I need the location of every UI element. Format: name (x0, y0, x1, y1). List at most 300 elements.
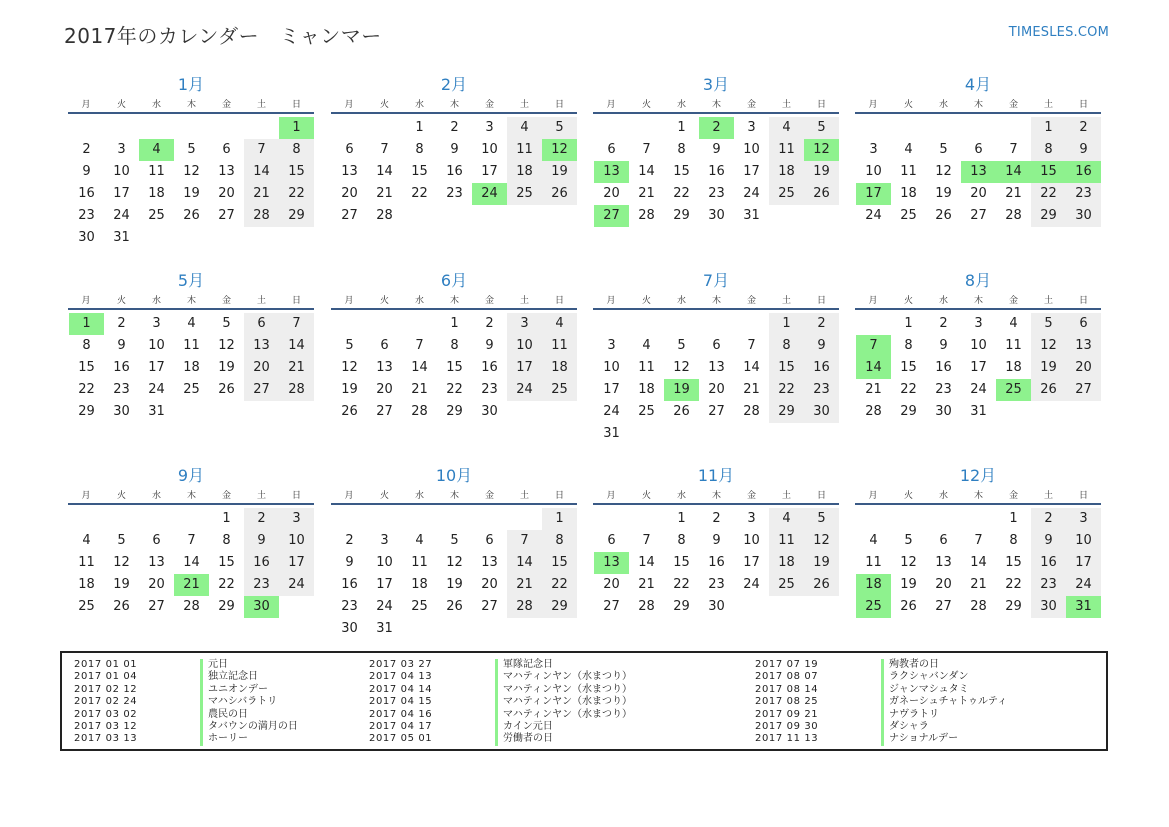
day-cell: 20 (481, 577, 498, 592)
holiday-row (74, 733, 298, 745)
day-cell: 7 (747, 338, 756, 353)
holiday-date: 2017 11 13 (755, 733, 819, 745)
weekday-label: 月 (81, 491, 91, 501)
empty-cell (856, 508, 891, 530)
holiday-date: 2017 04 15 (369, 696, 433, 708)
month-10 (331, 465, 577, 640)
day-cell: 28 (970, 599, 987, 614)
day-cell: 28 (376, 208, 393, 223)
day-cell: 12 (183, 164, 200, 179)
weekday-label: 金 (221, 100, 231, 110)
weekday-label: 月 (344, 100, 354, 110)
day-cell: 2 (117, 316, 126, 331)
day-cell: 5 (222, 316, 231, 331)
weekday-label: 火 (641, 491, 651, 501)
holiday-date: 2017 09 21 (755, 708, 819, 720)
holiday-row (369, 684, 632, 696)
empty-cell (332, 508, 367, 530)
day-cell: 3 (279, 508, 314, 530)
holiday-name: ジャンマシュタミ (881, 684, 969, 696)
day-cell: 31 (743, 208, 760, 223)
weekday-label: 土 (1043, 296, 1053, 306)
weekday-label: 水 (676, 491, 686, 501)
day-cell: 15 (673, 555, 690, 570)
empty-cell (664, 313, 699, 335)
holiday-date: 2017 07 19 (755, 659, 819, 670)
day-cell: 4 (769, 117, 804, 139)
holiday-name: タバウンの満月の日 (200, 721, 298, 733)
day-cell: 25 (183, 382, 200, 397)
holiday-day-cell: 12 (542, 139, 577, 161)
holiday-name: 農民の日 (200, 709, 248, 721)
day-cell: 24 (148, 382, 165, 397)
day-cell: 26 (183, 208, 200, 223)
day-cell: 19 (935, 186, 952, 201)
empty-cell (174, 117, 209, 139)
day-cell: 18 (411, 577, 428, 592)
day-cell: 16 (481, 360, 498, 375)
day-cell: 1 (904, 316, 913, 331)
weekday-label: 木 (973, 100, 983, 110)
empty-cell (402, 313, 437, 335)
holiday-column-3 (755, 659, 1007, 746)
holiday-name: ユニオンデー (200, 684, 268, 696)
day-cell: 14 (244, 161, 279, 183)
day-cell: 30 (1066, 205, 1101, 227)
weekday-label: 月 (868, 296, 878, 306)
holiday-row (369, 659, 632, 671)
day-cell: 12 (446, 555, 463, 570)
day-cell: 26 (113, 599, 130, 614)
day-cell: 11 (769, 139, 804, 161)
day-cell: 30 (708, 208, 725, 223)
day-cell: 19 (183, 186, 200, 201)
day-cell: 22 (411, 186, 428, 201)
site-brand[interactable]: TIMESLES.COM (1008, 25, 1109, 40)
holiday-day-cell: 1 (69, 313, 104, 335)
day-cell: 22 (1031, 183, 1066, 205)
day-cell: 25 (411, 599, 428, 614)
day-cell: 3 (117, 142, 126, 157)
day-cell: 23 (708, 186, 725, 201)
day-cell: 19 (1031, 357, 1066, 379)
weekday-label: 日 (554, 100, 564, 110)
holiday-day-cell: 17 (856, 183, 891, 205)
empty-cell (332, 313, 367, 335)
holiday-day-cell: 30 (244, 596, 279, 618)
day-grid (332, 508, 577, 640)
day-cell: 20 (935, 577, 952, 592)
day-cell: 27 (708, 404, 725, 419)
weekday-label: 火 (641, 296, 651, 306)
day-cell: 29 (446, 404, 463, 419)
empty-cell (856, 117, 891, 139)
day-cell: 23 (481, 382, 498, 397)
day-cell: 14 (376, 164, 393, 179)
weekday-header (855, 489, 1101, 505)
holiday-row (369, 709, 632, 721)
day-cell: 7 (974, 533, 983, 548)
day-cell: 22 (673, 577, 690, 592)
day-cell: 30 (708, 599, 725, 614)
holiday-name: 元日 (200, 659, 228, 671)
holiday-date: 2017 03 12 (74, 720, 138, 732)
day-cell: 17 (113, 186, 130, 201)
day-cell: 2 (1031, 508, 1066, 530)
day-cell: 21 (411, 382, 428, 397)
day-cell: 11 (148, 164, 165, 179)
holiday-name: ガネーシュチャトゥルティ (881, 696, 1007, 708)
day-cell: 14 (638, 164, 655, 179)
day-cell: 10 (865, 164, 882, 179)
day-cell: 25 (638, 404, 655, 419)
holiday-row (755, 709, 1007, 721)
day-cell: 31 (376, 621, 393, 636)
empty-cell (594, 117, 629, 139)
day-cell: 14 (970, 555, 987, 570)
day-cell: 2 (804, 313, 839, 335)
day-cell: 3 (380, 533, 389, 548)
day-cell: 9 (117, 338, 126, 353)
day-cell: 26 (673, 404, 690, 419)
weekday-label: 土 (781, 296, 791, 306)
weekday-label: 土 (256, 296, 266, 306)
weekday-label: 月 (81, 296, 91, 306)
month-name: 7月 (702, 271, 730, 290)
day-cell: 15 (673, 164, 690, 179)
day-cell: 13 (481, 555, 498, 570)
month-name: 9月 (177, 466, 205, 485)
day-cell: 4 (542, 313, 577, 335)
day-cell: 21 (376, 186, 393, 201)
weekday-label: 月 (344, 296, 354, 306)
day-cell: 17 (148, 360, 165, 375)
weekday-label: 金 (1008, 491, 1018, 501)
day-cell: 23 (244, 574, 279, 596)
weekday-header (593, 98, 839, 114)
empty-cell (996, 117, 1031, 139)
day-cell: 9 (712, 142, 721, 157)
weekday-label: 月 (868, 100, 878, 110)
day-cell: 8 (1009, 533, 1018, 548)
day-cell: 12 (341, 360, 358, 375)
day-cell: 17 (481, 164, 498, 179)
holiday-date: 2017 01 04 (74, 671, 138, 683)
day-cell: 27 (481, 599, 498, 614)
month-2 (331, 74, 577, 227)
day-cell: 12 (218, 338, 235, 353)
page-title: 2017年のカレンダー ミャンマー (64, 24, 382, 48)
day-cell: 16 (341, 577, 358, 592)
holiday-name: 軍隊記念日 (495, 659, 553, 671)
holiday-row (74, 659, 298, 671)
day-cell: 16 (1031, 552, 1066, 574)
holiday-name: ラクシャバンダン (881, 671, 969, 683)
empty-cell (244, 117, 279, 139)
empty-cell (69, 508, 104, 530)
weekday-label: 水 (151, 491, 161, 501)
day-cell: 26 (935, 208, 952, 223)
day-cell: 25 (148, 208, 165, 223)
day-cell: 5 (345, 338, 354, 353)
day-cell: 29 (1031, 205, 1066, 227)
day-cell: 22 (78, 382, 95, 397)
day-cell: 19 (113, 577, 130, 592)
holiday-date: 2017 03 27 (369, 659, 433, 670)
day-grid (332, 117, 577, 227)
day-cell: 5 (542, 117, 577, 139)
day-cell: 20 (341, 186, 358, 201)
day-cell: 20 (1066, 357, 1101, 379)
day-cell: 28 (507, 596, 542, 618)
holiday-name: 殉教者の日 (881, 659, 939, 671)
day-cell: 21 (507, 574, 542, 596)
empty-cell (594, 313, 629, 335)
holiday-column-1 (74, 659, 298, 746)
day-cell: 1 (222, 511, 231, 526)
day-cell: 1 (1009, 511, 1018, 526)
day-cell: 24 (507, 379, 542, 401)
weekday-label: 金 (746, 491, 756, 501)
empty-cell (699, 313, 734, 335)
day-cell: 1 (415, 120, 424, 135)
day-cell: 30 (113, 404, 130, 419)
day-cell: 24 (865, 208, 882, 223)
day-cell: 9 (485, 338, 494, 353)
day-cell: 18 (769, 552, 804, 574)
month-name: 11月 (697, 466, 735, 485)
day-cell: 21 (638, 186, 655, 201)
day-cell: 12 (673, 360, 690, 375)
holiday-date: 2017 04 17 (369, 720, 433, 732)
day-cell: 19 (900, 577, 917, 592)
day-cell: 16 (244, 552, 279, 574)
day-cell: 8 (450, 338, 459, 353)
day-cell: 1 (769, 313, 804, 335)
day-cell: 15 (411, 164, 428, 179)
weekday-label: 火 (116, 491, 126, 501)
day-cell: 5 (804, 117, 839, 139)
day-cell: 26 (900, 599, 917, 614)
day-cell: 13 (1066, 335, 1101, 357)
weekday-label: 土 (519, 296, 529, 306)
holiday-date: 2017 09 30 (755, 720, 819, 732)
day-cell: 25 (507, 183, 542, 205)
day-grid (594, 313, 839, 445)
month-12 (855, 465, 1101, 618)
weekday-label: 水 (414, 100, 424, 110)
weekday-label: 金 (1008, 100, 1018, 110)
empty-cell (332, 117, 367, 139)
weekday-header (593, 489, 839, 505)
day-grid (332, 313, 577, 423)
weekday-label: 金 (221, 491, 231, 501)
weekday-label: 金 (484, 296, 494, 306)
day-cell: 12 (113, 555, 130, 570)
day-cell: 6 (485, 533, 494, 548)
day-cell: 6 (974, 142, 983, 157)
day-cell: 8 (82, 338, 91, 353)
day-cell: 19 (341, 382, 358, 397)
day-cell: 6 (244, 313, 279, 335)
weekday-label: 日 (554, 491, 564, 501)
weekday-label: 土 (256, 491, 266, 501)
day-cell: 10 (279, 530, 314, 552)
holiday-date: 2017 04 16 (369, 708, 433, 720)
weekday-label: 日 (291, 491, 301, 501)
day-cell: 9 (1066, 139, 1101, 161)
weekday-label: 土 (519, 491, 529, 501)
month-name: 1月 (177, 75, 205, 94)
day-cell: 30 (935, 404, 952, 419)
day-cell: 29 (1005, 599, 1022, 614)
day-cell: 22 (279, 183, 314, 205)
day-cell: 7 (1009, 142, 1018, 157)
day-cell: 27 (1066, 379, 1101, 401)
holiday-row (74, 696, 298, 708)
holiday-day-cell: 21 (174, 574, 209, 596)
month-8 (855, 270, 1101, 423)
day-cell: 20 (148, 577, 165, 592)
day-cell: 21 (279, 357, 314, 379)
holiday-row (755, 696, 1007, 708)
holiday-date: 2017 02 12 (74, 683, 138, 695)
day-cell: 27 (218, 208, 235, 223)
holiday-name: マハティンヤン（水まつり） (495, 671, 632, 683)
day-cell: 10 (481, 142, 498, 157)
weekday-label: 土 (1043, 100, 1053, 110)
holiday-day-cell: 13 (961, 161, 996, 183)
weekday-label: 月 (868, 491, 878, 501)
holiday-list (60, 651, 1108, 751)
day-cell: 12 (935, 164, 952, 179)
empty-cell (594, 508, 629, 530)
month-name: 10月 (435, 466, 473, 485)
day-cell: 6 (939, 533, 948, 548)
day-grid (594, 508, 839, 618)
weekday-label: 日 (816, 296, 826, 306)
day-cell: 11 (638, 360, 655, 375)
day-cell: 16 (78, 186, 95, 201)
day-cell: 11 (78, 555, 95, 570)
empty-cell (104, 508, 139, 530)
day-cell: 8 (904, 338, 913, 353)
day-cell: 4 (82, 533, 91, 548)
weekday-label: 月 (606, 491, 616, 501)
weekday-label: 日 (291, 100, 301, 110)
day-cell: 28 (1005, 208, 1022, 223)
holiday-row (755, 659, 1007, 671)
day-cell: 17 (279, 552, 314, 574)
month-1 (68, 74, 314, 249)
day-cell: 18 (507, 161, 542, 183)
weekday-label: 木 (449, 296, 459, 306)
day-cell: 8 (1031, 139, 1066, 161)
day-cell: 8 (677, 142, 686, 157)
day-cell: 26 (804, 183, 839, 205)
day-grid (594, 117, 839, 227)
holiday-row (74, 721, 298, 733)
day-cell: 7 (507, 530, 542, 552)
empty-cell (856, 313, 891, 335)
holiday-name: カイン元日 (495, 721, 553, 733)
holiday-date: 2017 02 24 (74, 696, 138, 708)
day-cell: 21 (638, 577, 655, 592)
day-cell: 2 (345, 533, 354, 548)
day-cell: 9 (345, 555, 354, 570)
day-grid (69, 313, 314, 423)
empty-cell (104, 117, 139, 139)
day-cell: 29 (218, 599, 235, 614)
day-grid (69, 117, 314, 249)
day-cell: 4 (869, 533, 878, 548)
month-6 (331, 270, 577, 423)
day-cell: 11 (769, 530, 804, 552)
day-cell: 8 (222, 533, 231, 548)
weekday-header (331, 489, 577, 505)
day-cell: 20 (218, 186, 235, 201)
day-cell: 18 (769, 161, 804, 183)
holiday-row (74, 684, 298, 696)
holiday-name: マハシバラトリ (200, 696, 277, 708)
weekday-header (331, 98, 577, 114)
day-cell: 9 (1031, 530, 1066, 552)
day-cell: 29 (673, 599, 690, 614)
day-cell: 22 (218, 577, 235, 592)
day-cell: 28 (865, 404, 882, 419)
day-cell: 15 (78, 360, 95, 375)
day-cell: 26 (1031, 379, 1066, 401)
day-cell: 26 (804, 574, 839, 596)
empty-cell (926, 508, 961, 530)
day-cell: 9 (450, 142, 459, 157)
day-cell: 3 (747, 511, 756, 526)
holiday-date: 2017 08 25 (755, 696, 819, 708)
weekday-label: 木 (186, 100, 196, 110)
day-cell: 15 (446, 360, 463, 375)
day-cell: 24 (970, 382, 987, 397)
day-cell: 22 (769, 379, 804, 401)
day-cell: 14 (411, 360, 428, 375)
day-cell: 22 (446, 382, 463, 397)
weekday-label: 土 (1043, 491, 1053, 501)
day-cell: 10 (603, 360, 620, 375)
day-cell: 13 (244, 335, 279, 357)
day-cell: 11 (183, 338, 200, 353)
empty-cell (209, 117, 244, 139)
day-cell: 21 (970, 577, 987, 592)
day-cell: 25 (542, 379, 577, 401)
day-cell: 12 (804, 530, 839, 552)
day-cell: 18 (78, 577, 95, 592)
holiday-date: 2017 04 14 (369, 683, 433, 695)
empty-cell (139, 117, 174, 139)
weekday-label: 木 (186, 491, 196, 501)
holiday-date: 2017 01 01 (74, 659, 138, 670)
day-cell: 30 (341, 621, 358, 636)
day-cell: 29 (673, 208, 690, 223)
day-cell: 2 (712, 511, 721, 526)
day-grid (69, 508, 314, 618)
day-cell: 15 (279, 161, 314, 183)
weekday-label: 水 (414, 491, 424, 501)
day-cell: 10 (1066, 530, 1101, 552)
holiday-row (755, 721, 1007, 733)
day-cell: 4 (1009, 316, 1018, 331)
weekday-label: 月 (606, 100, 616, 110)
day-cell: 24 (113, 208, 130, 223)
day-cell: 24 (603, 404, 620, 419)
